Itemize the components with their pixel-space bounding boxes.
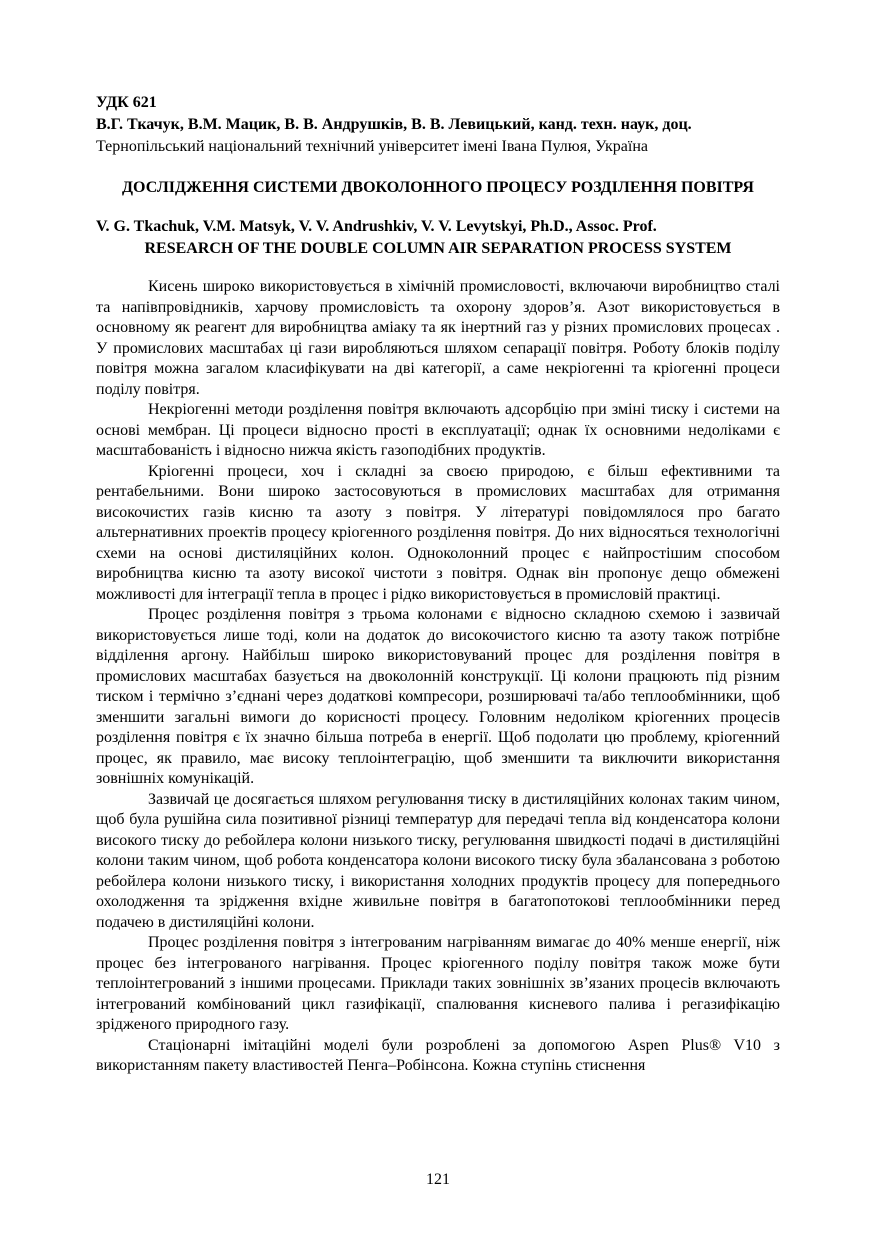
paragraph: Кисень широко використовується в хімічній промисловості, включаючи виробництво сталі та напівпровідників, харчову промисловість та охорону здоров’я. Азот використовується в основному як реагент для виробництва аміаку та як інертний газ у різних промислових процесах . У промислових масштабах ці гази виробляються шляхом сепарації повітря. Роботу блоків поділу повітря можна загалом класифікувати на дві категорії, а саме некріогенні та кріогенні процеси поділу повітря. [96, 278, 780, 398]
paragraph: Некріогенні методи розділення повітря включають адсорбцію при зміні тиску і системи на основі мембран. Ці процеси відносно прості в експлуатації; однак їх основними недоліками є масштабованість і відносно нижча якість газоподібних продуктів. [96, 401, 780, 459]
paragraph: Зазвичай це досягається шляхом регулювання тиску в дистиляційних колонах таким чином, щоб була рушійна сила позитивної різниці температур для передачі тепла від конденсатора колони високого тиску до ребойлера колони низького тиску, регулювання швидкості подачі в дистиляційні колони таким чином, щоб робота конденсатора колони високого тиску була збалансована з роботою ребойлера колони низького тиску, і використання холодних продуктів процесу для попереднього охолодження та зрідження вхідне живильне повітря в багатопотокові теплообмінники перед подачею в дистиляційні колони. [96, 790, 780, 931]
udk-code: УДК 621 [96, 94, 157, 111]
authors-en: V. G. Tkachuk, V.M. Matsyk, V. V. Andrushkiv, V. V. Levytskyi, Ph.D., Assoc. Prof. [96, 218, 657, 235]
title-en: RESEARCH OF THE DOUBLE COLUMN AIR SEPARATION PROCESS SYSTEM [144, 240, 732, 257]
paragraph: Процес розділення повітря з інтегрованим нагріванням вимагає до 40% менше енергії, ніж процес без інтегрованого нагрівання. Процес кріогенного поділу повітря також може бути теплоінтегрований з іншими процесами. Приклади таких зовнішніх зв’язаних процесів включають інтегрований комбінований цикл газифікації, спалювання кисневого палива і регазифікацію зрідженого природного газу. [96, 934, 780, 1033]
body-text [96, 277, 780, 1077]
title-uk: ДОСЛІДЖЕННЯ СИСТЕМИ ДВОКОЛОННОГО ПРОЦЕСУ РОЗДІЛЕННЯ ПОВІТРЯ [122, 179, 754, 196]
authors-uk: В.Г. Ткачук, В.М. Мацик, В. В. Андрушків, В. В. Левицький, канд. техн. наук, доц. [96, 116, 692, 133]
page-number: 121 [426, 1171, 450, 1188]
paragraph: Кріогенні процеси, хоч і складні за своєю природою, є більш ефективними та рентабельними. Вони широко застосовуються в промислових масштабах для отримання високочистих газів кисню та азоту з повітря. У літературі повідомлялося про багато альтернативних проектів процесу кріогенного розділення повітря. До них відносяться технологічні схеми на основі дистиляційних колон. Одноколонний процес є найпростішим способом виробництва кисню та азоту високої чистоти з повітря. Однак він пропонує дещо обмежені можливості для інтеграції тепла в процес і рідко використовується в промисловій практиці. [96, 462, 780, 603]
paragraph: Стаціонарні імітаційні моделі були розроблені за допомогою Aspen Plus® V10 з використанням пакету властивостей Пенга–Робінсона. Кожна ступінь стиснення [96, 1036, 780, 1074]
affiliation: Тернопільський національний технічний університет імені Івана Пулюя, Україна [96, 138, 648, 155]
paper-page [96, 92, 780, 1077]
paragraph: Процес розділення повітря з трьома колонами є відносно складною схемою і зазвичай використовується лише тоді, коли на додаток до високочистого кисню та азоту також потрібне відділення аргону. Найбільш широко використовуваний процес для розділення повітря в промислових масштабах базується на двоколонній конструкції. Ці колони працюють під різним тиском і термічно з’єднані через додаткові компресори, розширювачі та/або теплообмінники, щоб зменшити загальні вимоги до корисності процесу. Головним недоліком кріогенних процесів розділення повітря є їх значно більша потреба в енергії. Щоб подолати цю проблему, кріогенний процес, як правило, має високу теплоінтеграцію, щоб зменшити та виключити використання зовнішніх комунікацій. [96, 606, 780, 787]
